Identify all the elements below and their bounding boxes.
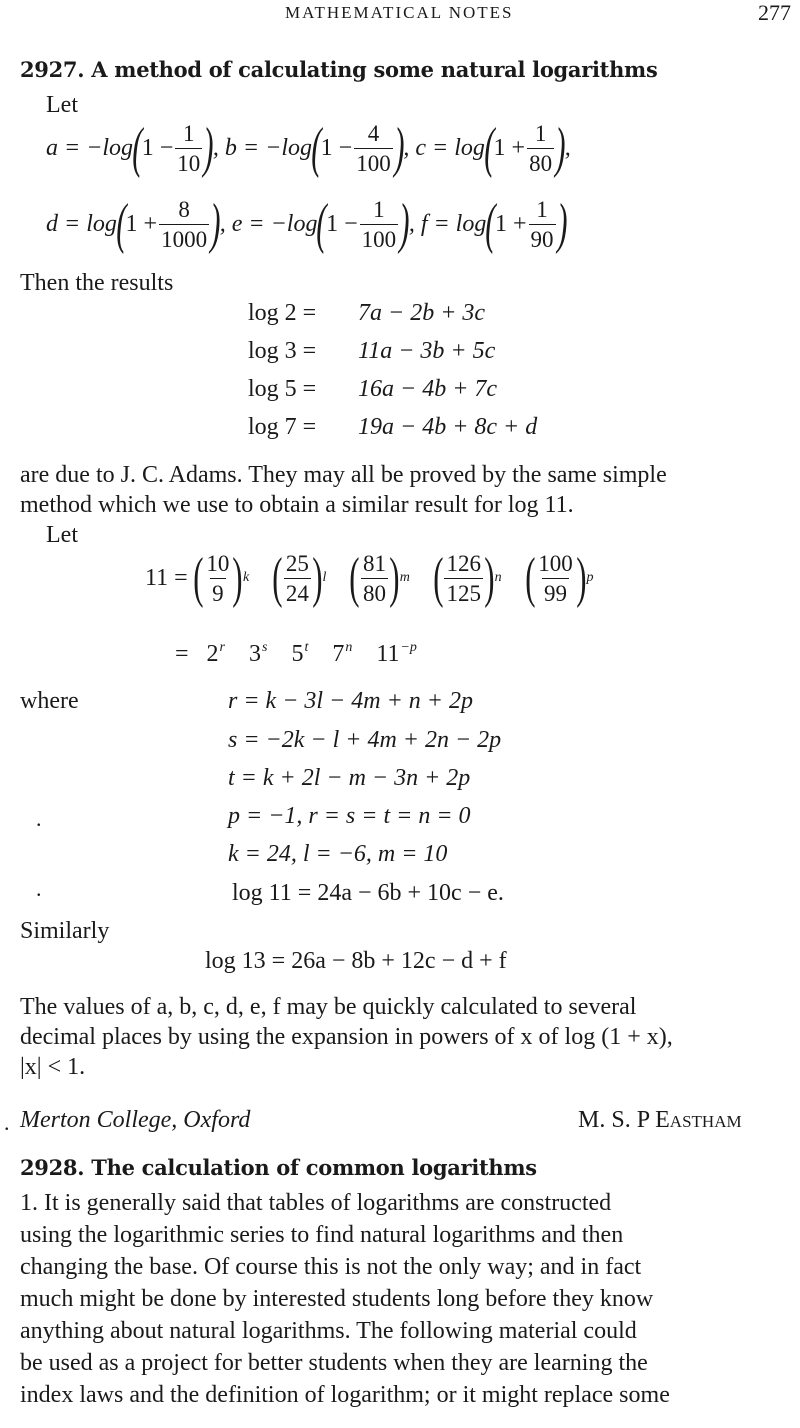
power-base: 2 <box>206 641 219 667</box>
result-log2 <box>248 300 485 327</box>
denominator: 80 <box>527 148 554 175</box>
note-heading-2927: 2927. A method of calculating some natural logarithms <box>20 57 658 82</box>
fraction <box>204 552 231 605</box>
left-paren: ( <box>485 193 496 255</box>
paragraph-line: be used as a project for better students when they are learning the <box>20 1350 648 1376</box>
factor <box>272 547 350 609</box>
denominator: 24 <box>284 578 311 605</box>
trail-comma: , <box>403 134 410 161</box>
result-rhs: 19a − 4b + 8c + d <box>358 414 538 440</box>
exponent: k <box>242 570 250 585</box>
fraction <box>361 552 388 605</box>
power-exponent: r <box>219 640 225 655</box>
def-lhs: d = log <box>46 210 117 237</box>
trail-comma: , <box>219 210 226 237</box>
denominator: 80 <box>361 578 388 605</box>
result-log11: log 11 = 24a − 6b + 10c − e. <box>232 880 504 906</box>
trail-comma: , <box>212 134 219 161</box>
result-rhs: 16a − 4b + 7c <box>358 376 498 402</box>
def-c <box>415 117 571 179</box>
fraction <box>444 552 483 605</box>
def-inner: 1 − <box>326 210 358 237</box>
similarly-text: Similarly <box>20 918 110 944</box>
factor <box>524 547 594 609</box>
right-paren: ) <box>389 547 400 609</box>
def-inner: 1 − <box>141 134 174 161</box>
exponent: l <box>322 570 327 585</box>
numerator: 8 <box>178 196 190 222</box>
power-base: 3 <box>249 641 261 667</box>
then-text: Then the results <box>20 270 174 296</box>
denominator: 99 <box>542 578 569 605</box>
eleven-lhs: 11 = <box>145 564 188 591</box>
right-paren: ) <box>555 117 566 179</box>
factor <box>433 547 526 609</box>
right-paren: ) <box>393 117 405 179</box>
solution-p: p = −1, r = s = t = n = 0 <box>228 803 471 829</box>
power-exponent: n <box>345 640 353 655</box>
def-a <box>46 117 219 179</box>
solution-k: k = 24, l = −6, m = 10 <box>228 841 448 867</box>
def-d <box>46 193 226 255</box>
note-heading-2928: 2928. The calculation of common logarithms <box>20 1155 537 1180</box>
paragraph-line: The values of a, b, c, d, e, f may be quickly calculated to several <box>20 994 637 1020</box>
where-eq-r: r = k − 3l − 4m + n + 2p <box>228 688 473 714</box>
right-paren: ) <box>399 193 410 255</box>
right-paren: ) <box>232 547 243 609</box>
left-paren: ( <box>132 117 143 179</box>
result-log5 <box>248 376 497 403</box>
power-base: 5 <box>291 641 304 667</box>
fraction <box>284 552 311 605</box>
numerator: 81 <box>363 550 387 576</box>
def-lhs: f = log <box>420 210 487 237</box>
let-text: Let <box>46 522 78 548</box>
numerator: 1 <box>536 196 548 222</box>
right-paren: ) <box>484 547 495 609</box>
margin-dot: . <box>36 876 42 901</box>
exponent: n <box>494 570 502 585</box>
where-text: where <box>20 688 79 714</box>
definitions-row-2 <box>46 193 568 255</box>
right-paren: ) <box>575 547 587 609</box>
fraction <box>159 198 209 251</box>
numerator: 100 <box>538 550 573 576</box>
def-inner: 1 + <box>495 210 527 237</box>
numerator: 10 <box>206 550 230 576</box>
factor <box>349 547 433 609</box>
result-lhs: log 2 = <box>248 300 317 326</box>
paragraph-line: method which we use to obtain a similar result for log 11. <box>20 492 574 518</box>
paragraph-line: much might be done by interested students long before they know <box>20 1286 654 1312</box>
where-eq-s: s = −2k − l + 4m + 2n − 2p <box>228 727 502 753</box>
fraction <box>536 552 575 605</box>
result-lhs: log 5 = <box>248 376 317 402</box>
numerator: 4 <box>367 120 380 146</box>
paragraph-line: using the logarithmic series to find natural logarithms and then <box>20 1222 624 1248</box>
denominator: 1000 <box>159 224 209 251</box>
paragraph-line: 1. It is generally said that tables of logarithms are constructed <box>20 1190 612 1216</box>
affiliation: Merton College, Oxford <box>20 1107 251 1133</box>
right-paren: ) <box>556 193 568 255</box>
def-f <box>420 193 568 255</box>
result-log7 <box>248 414 537 441</box>
numerator: 1 <box>534 120 547 146</box>
left-paren: ( <box>192 547 204 609</box>
result-lhs: log 3 = <box>248 338 317 364</box>
exponent: p <box>586 570 594 585</box>
left-paren: ( <box>524 547 536 609</box>
fraction <box>175 122 202 175</box>
def-lhs: c = log <box>415 134 485 161</box>
left-paren: ( <box>272 547 283 609</box>
denominator: 100 <box>360 224 399 251</box>
paragraph-line: anything about natural logarithms. The following material could <box>20 1318 637 1344</box>
def-lhs: b = −log <box>224 134 312 161</box>
result-log13: log 13 = 26a − 8b + 12c − d + f <box>205 948 507 974</box>
right-paren: ) <box>210 193 221 255</box>
denominator: 125 <box>444 578 483 605</box>
exponent: m <box>399 570 410 585</box>
def-lhs: a = −log <box>46 134 134 161</box>
left-paren: ( <box>484 117 495 179</box>
fraction <box>360 198 399 251</box>
margin-dot: . <box>36 806 42 831</box>
left-paren: ( <box>316 193 327 255</box>
result-rhs: 11a − 3b + 5c <box>358 338 496 364</box>
def-inner: 1 + <box>493 134 526 161</box>
paragraph-line: decimal places by using the expansion in powers of x of log (1 + x), <box>20 1024 673 1050</box>
result-lhs: log 7 = <box>248 414 317 440</box>
paragraph-line: |x| < 1. <box>20 1054 86 1080</box>
trail-comma: , <box>408 210 415 237</box>
denominator: 10 <box>175 148 202 175</box>
fraction <box>529 198 556 251</box>
def-lhs: e = −log <box>231 210 318 237</box>
equals-sign: = <box>175 641 189 667</box>
numerator: 1 <box>373 196 385 222</box>
trail-comma: , <box>564 134 571 161</box>
paragraph-line: changing the base. Of course this is not the only way; and in fact <box>20 1254 642 1280</box>
margin-dot: . <box>4 1110 10 1135</box>
running-title: MATHEMATICAL NOTES <box>285 3 514 22</box>
result-rhs: 7a − 2b + 3c <box>358 300 486 326</box>
def-e <box>231 193 415 255</box>
right-paren: ) <box>203 117 214 179</box>
fraction <box>527 122 554 175</box>
def-inner: 1 − <box>320 134 353 161</box>
right-paren: ) <box>312 547 323 609</box>
left-paren: ( <box>311 117 322 179</box>
author: M. S. P Eastham <box>578 1107 742 1133</box>
power-exponent: −p <box>400 640 417 655</box>
paragraph-line: index laws and the definition of logarithm; or it might replace some <box>20 1382 670 1408</box>
left-paren: ( <box>116 193 127 255</box>
page-number: 277 <box>758 0 791 25</box>
result-log3 <box>248 338 495 365</box>
numerator: 126 <box>446 550 481 576</box>
denominator: 100 <box>354 148 393 175</box>
where-eq-t: t = k + 2l − m − 3n + 2p <box>228 765 471 791</box>
power-base: 7 <box>332 641 345 667</box>
numerator: 25 <box>285 550 309 576</box>
eleven-product <box>145 547 594 609</box>
left-paren: ( <box>433 547 444 609</box>
prime-powers <box>175 640 435 668</box>
let-text: Let <box>46 92 78 118</box>
fraction <box>354 122 393 175</box>
power-exponent: t <box>304 640 309 655</box>
power-exponent: s <box>262 640 268 655</box>
paragraph-line: are due to J. C. Adams. They may all be proved by the same simple <box>20 462 667 488</box>
definitions-row-1 <box>46 117 571 179</box>
denominator: 9 <box>210 578 226 605</box>
left-paren: ( <box>349 547 360 609</box>
def-inner: 1 + <box>125 210 158 237</box>
def-b <box>224 117 410 179</box>
numerator: 1 <box>183 120 195 146</box>
denominator: 90 <box>529 224 556 251</box>
factor <box>192 547 274 609</box>
power-base: 11 <box>376 641 400 667</box>
